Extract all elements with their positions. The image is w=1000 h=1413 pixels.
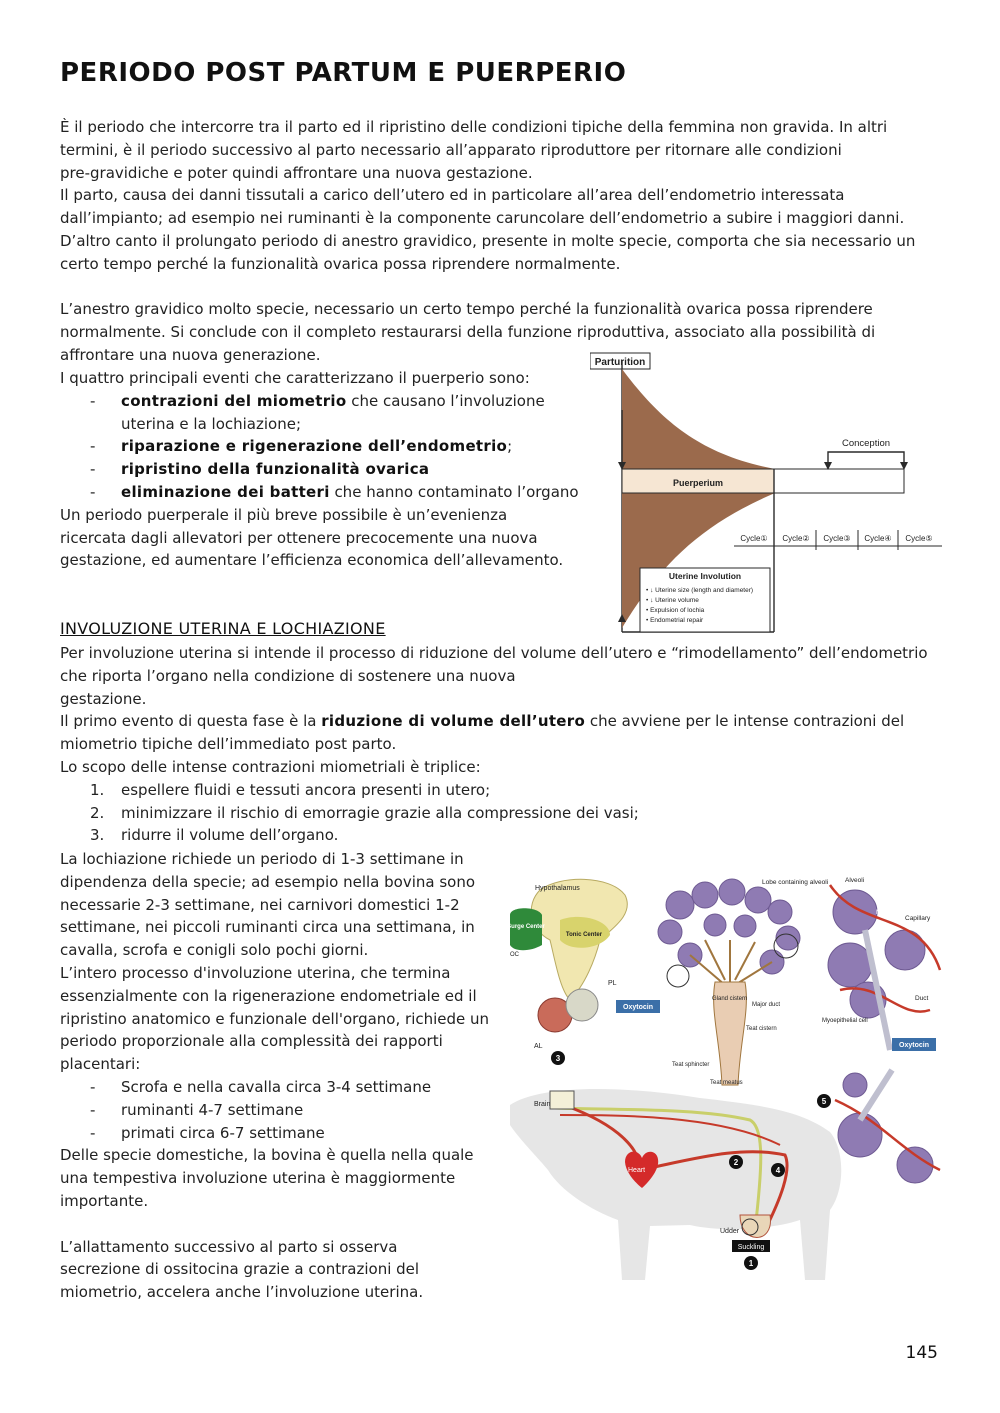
list-item: - ruminanti 4-7 settimane [90, 1100, 304, 1119]
cycle-label: Cycle③ [823, 534, 851, 543]
lobe-label: Lobe containing alveoli [762, 879, 829, 886]
events-intro: I quattro principali eventi che caratterizzano il puerperio sono: [60, 369, 530, 387]
text-line: essenzialmente con la rigenerazione endometriale ed il [60, 986, 477, 1005]
text-line: L’allattamento successivo al parto si osserva [60, 1237, 398, 1256]
brain-label: Brain [534, 1101, 551, 1108]
udder-label: Udder [720, 1228, 740, 1235]
post-band [774, 469, 904, 493]
text-line: D’altro canto il prolungato periodo di anestro gravidico, presente in molte specie, comporta che sia necessario un [60, 231, 916, 250]
list-item: 2. minimizzare il rischio di emorragie grazie alla compressione dei vasi; [90, 803, 639, 822]
pl-label: PL [608, 980, 617, 987]
text-line: miometrio tipiche dell’immediato post parto. [60, 735, 397, 754]
intro-paragraph [60, 116, 960, 276]
involution-paragraph [60, 642, 960, 847]
text-line: dipendenza della specie; ad esempio nella bovina sono [60, 872, 476, 891]
text-line: che riporta l’organo nella condizione di sostenere una nuova [60, 666, 516, 685]
events-list [60, 390, 590, 504]
species-list [60, 1076, 505, 1144]
list-item: - Scrofa e nella cavalla circa 3-4 settimane [90, 1077, 432, 1096]
duct-label: Duct [915, 995, 929, 1002]
text-line: importante. [60, 1191, 149, 1210]
uterine-item: • ↓ Uterine size (length and diameter) [646, 587, 754, 594]
text-line: L’intero processo d'involuzione uterina, che termina [60, 963, 451, 982]
text-line: L’anestro gravidico molto specie, necessario un certo tempo perché la funzionalità ovarica possa riprendere [60, 300, 873, 318]
list-item: - contrazioni del miometrio che causano l’involuzione uterina e la lochiazione; [90, 391, 545, 433]
text-line: certo tempo perché la funzionalità ovarica possa riprendere normalmente. [60, 254, 621, 273]
hypothalamus-label: Hypothalamus [535, 885, 580, 892]
text-line: placentari: [60, 1055, 141, 1074]
milk-label-2: Milk [872, 1073, 883, 1079]
list-item: 1. espellere fluidi e tessuti ancora presenti in utero; [90, 780, 491, 799]
uterine-title: Uterine Involution [668, 571, 742, 581]
text-line: normalmente. Si conclude con il completo restaurarsi della funzione riproduttiva, associato alla possibilità di [60, 322, 876, 341]
heart-label: Heart [628, 1167, 646, 1174]
step-number: 3 [555, 1054, 561, 1063]
text-line: Il primo evento di questa fase è la riduzione di volume dell’utero che avviene per le intense contrazioni del [60, 712, 905, 731]
text-line: una tempestiva involuzione uterina è maggiormente [60, 1169, 456, 1188]
text-line: termini, è il periodo successivo al parto necessario all’apparato riproduttore per ritornare alle condizioni [60, 140, 842, 159]
aims-list [60, 779, 960, 847]
aims-intro: Lo scopo delle intense contrazioni miometriali è triplice: [60, 757, 481, 776]
oxytocin-label: Oxytocin [623, 1004, 653, 1011]
major-duct-label: Major duct [752, 1002, 781, 1008]
text-line: miometrio, accelera anche l’involuzione uterina. [60, 1283, 424, 1302]
text-line: Per involuzione uterina si intende il processo di riduzione del volume dell’utero e “rimodellamento” dell’endometrio [60, 644, 928, 662]
cycle-label: Cycle④ [864, 534, 892, 543]
oc-label: OC [510, 952, 519, 958]
cycle-label: Cycle⑤ [905, 534, 933, 543]
uterine-item: • Endometrial repair [646, 617, 704, 624]
list-item: - ripristino della funzionalità ovarica [90, 460, 430, 479]
conception-label: Conception [841, 438, 891, 449]
section-heading: INVOLUZIONE UTERINA E LOCHIAZIONE [60, 619, 386, 638]
al-label: AL [534, 1043, 543, 1050]
text-line: Delle specie domestiche, la bovina è quella nella quale [60, 1146, 474, 1165]
text-line: affrontare una nuova generazione. [60, 345, 321, 364]
text-line: gestazione, ed aumentare l’efficienza economica dell’allevamento. [60, 551, 564, 570]
step-number: 2 [733, 1158, 739, 1167]
teat-sphincter-label: Teat sphincter [672, 1062, 710, 1068]
teat-cistern-label: Teat cistern [746, 1026, 777, 1032]
udder-shape [740, 1215, 770, 1238]
parturition-label: Parturition [594, 357, 646, 368]
cycle-label: Cycle② [782, 534, 810, 543]
puerperium-label: Puerperium [672, 478, 724, 488]
tonic-center-label: Tonic Center [565, 932, 603, 938]
list-item: - riparazione e rigenerazione dell’endometrio; [90, 437, 513, 456]
zoom-circle [667, 965, 689, 987]
puerperium-diagram [590, 350, 942, 635]
text-line: ricercata dagli allevatori per ottenere precocemente una nuova [60, 528, 538, 547]
text-line: ripristino anatomico e funzionale dell'organo, richiede un [60, 1009, 490, 1028]
suckling-label: Suckling [737, 1244, 765, 1251]
upper-wedge [622, 369, 775, 469]
step-number: 4 [775, 1166, 781, 1175]
page-number: 145 [905, 1343, 938, 1363]
step-number: 1 [748, 1259, 754, 1268]
list-item: 3. ridurre il volume dell’organo. [90, 826, 339, 845]
capillary-label: Capillary [905, 915, 931, 922]
text-line: periodo proporzionale alla complessità dei rapporti [60, 1032, 443, 1051]
text-line: gestazione. [60, 689, 147, 708]
text-line: La lochiazione richiede un periodo di 1-3 settimane in [60, 850, 464, 868]
teat-meatus-label: Teat meatus [710, 1080, 743, 1086]
milk-ejection-illustration [500, 870, 942, 1285]
page-title: PERIODO POST PARTUM E PUERPERIO [60, 58, 627, 88]
alveoli-detail [828, 890, 933, 1183]
uterine-item: • ↓ Uterine volume [646, 597, 699, 604]
milk-label: Milk [876, 910, 887, 916]
gland-cistern-label: Gland cistern [712, 996, 748, 1002]
brain-box [550, 1091, 574, 1109]
text-line: Un periodo puerperale il più breve possibile è un’evenienza [60, 505, 508, 524]
text-line: necessarie 2-3 settimane, nei carnivori domestici 1-2 [60, 895, 460, 914]
text-line: settimane, nei piccoli ruminanti circa una settimana, in [60, 918, 475, 937]
step-number: 5 [821, 1097, 827, 1106]
cycle-label: Cycle① [740, 534, 768, 543]
list-item: - eliminazione dei batteri che hanno contaminato l’organo [90, 482, 579, 501]
text-line: Il parto, causa dei danni tissutali a carico dell’utero ed in particolare all’area dell’endometrio interessata [60, 186, 845, 205]
text-line: pre-gravidiche e poter quindi affrontare una nuova gestazione. [60, 163, 533, 182]
conception-bracket [828, 452, 904, 467]
posterior-lobe [566, 989, 598, 1021]
text-line: cavalla, scrofa e conigli solo pochi giorni. [60, 941, 369, 960]
text-line: secrezione di ossitocina grazie a contrazioni del [60, 1260, 420, 1279]
cow-silhouette [510, 1089, 841, 1280]
text-line: dall’impianto; ad esempio nei ruminanti è la componente caruncolare dell’endometrio a subire i maggiori danni. [60, 209, 905, 228]
alveoli-label: Alveoli [845, 877, 865, 884]
text-line: È il periodo che intercorre tra il parto ed il ripristino delle condizioni tipiche della femmina non gravida. In altri [60, 118, 888, 136]
oxytocin-label-2: Oxytocin [899, 1042, 929, 1049]
list-item: - primati circa 6-7 settimane [90, 1123, 325, 1142]
events-section [60, 367, 590, 572]
myoepithelial-label: Myoepithelial cell [822, 1018, 868, 1024]
surge-center-label: Surge Center [507, 924, 545, 930]
lochia-paragraph [60, 848, 505, 1304]
uterine-item: • Expulsion of lochia [646, 607, 705, 614]
